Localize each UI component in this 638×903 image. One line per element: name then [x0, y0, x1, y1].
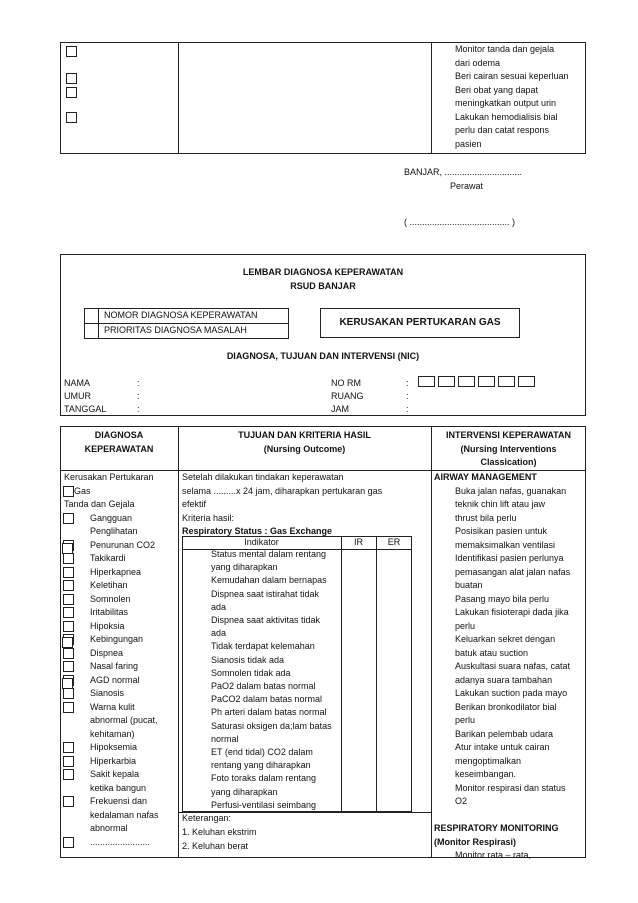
indicator-divider-ir	[341, 536, 342, 812]
checkbox[interactable]	[63, 796, 74, 807]
checkbox[interactable]	[66, 73, 77, 84]
no-rm-label: NO RM	[331, 378, 361, 388]
umur-colon: :	[137, 391, 140, 401]
intervention-item: Identifikasi pasien perlunya	[455, 553, 564, 563]
diagnosis-line: kedalaman nafas	[90, 809, 159, 820]
indicator-item: Kemudahan dalam bernapas	[211, 575, 327, 586]
intervention-item: perlu	[455, 620, 476, 631]
diagnosis-line: Tanda dan Gejala	[64, 499, 135, 509]
outcome-intro-line: efektif	[182, 499, 207, 509]
indicator-item: Dispnea saat istirahat tidak	[211, 588, 320, 599]
diagnosis-line: Hiperkapnea	[90, 566, 142, 577]
intervention-item: Beri obat yang dapat	[455, 84, 539, 95]
intervention-item: adanya suara tambahan	[455, 674, 553, 685]
intervention-item: batuk atau suction	[455, 647, 529, 658]
diagnosis-line: Penglihatan	[90, 526, 138, 536]
signature-role: Perawat	[450, 181, 484, 191]
indicator-item: Sianosis tidak ada	[211, 654, 285, 665]
indicator-header-divider	[182, 549, 412, 550]
diagnosis-line: Sianosis	[90, 688, 125, 698]
outcome-intro-line: selama .........x 24 jam, diharapkan pertukaran gas	[182, 485, 383, 496]
diagnosis-line: Penurunan CO2	[90, 539, 156, 550]
indicator-item: PaCO2 dalam batas normal	[211, 694, 323, 705]
indicator-item: Foto toraks dalam rentang	[211, 773, 317, 784]
diagnosis-name: KERUSAKAN PERTUKARAN GAS	[339, 317, 501, 328]
intervention-item: Monitor rata – rata,	[455, 850, 532, 860]
intervention-item: Berikan bronkodilator bial	[455, 701, 557, 712]
col2-header-line: (Nursing Outcome)	[263, 443, 346, 454]
indicator-item: Ph arteri dalam batas normal	[211, 707, 327, 718]
keterangan-item: 1. Keluhan ekstrim	[182, 827, 257, 837]
jam-label: JAM	[331, 404, 349, 414]
intervention-item: pemasangan alat jalan nafas	[455, 566, 571, 577]
checkbox[interactable]	[63, 769, 74, 780]
checkbox[interactable]	[66, 46, 77, 57]
jam-colon: :	[406, 404, 409, 414]
outcome-intro-line: Kriteria hasil:	[182, 512, 235, 523]
indicator-item: yang diharapkan	[211, 786, 278, 797]
diagnosis-line: Gangguan	[90, 512, 133, 523]
no-rm-digit-box	[458, 376, 475, 387]
checkbox[interactable]	[62, 678, 73, 689]
checkbox[interactable]	[63, 486, 74, 497]
diagnosis-line: Somnolen	[90, 593, 131, 604]
col3-header-line: INTERVENSI KEPERAWATAN	[445, 430, 571, 440]
diagnosis-line: Hipoksia	[90, 620, 125, 631]
tanggal-colon: :	[137, 404, 140, 414]
checkbox[interactable]	[63, 756, 74, 767]
checkbox[interactable]	[63, 702, 74, 713]
checkbox[interactable]	[63, 567, 74, 578]
checkbox[interactable]	[63, 837, 74, 848]
main-table-col-divider-2	[431, 426, 432, 858]
no-rm-colon: :	[406, 378, 409, 388]
intervention-item: O2	[455, 796, 468, 806]
indicator-item: Somnolen tidak ada	[211, 667, 291, 678]
intervention-item: mengoptimalkan	[455, 755, 522, 766]
diagnosis-line: ketika bangun	[90, 782, 147, 793]
form-title: LEMBAR DIAGNOSA KEPERAWATAN	[242, 267, 404, 277]
checkbox[interactable]	[66, 87, 77, 98]
ruang-label: RUANG	[331, 391, 364, 401]
intervention-item: memaksimalkan ventilasi	[455, 539, 556, 550]
keterangan-label: Keterangan:	[182, 813, 232, 823]
intervention-item: Monitor respirasi dan status	[455, 782, 566, 793]
diagnosis-line: Gas	[74, 485, 91, 496]
intervention-item: Buka jalan nafas, guanakan	[455, 485, 567, 496]
checkbox[interactable]	[63, 513, 74, 524]
main-table-col-divider-1	[178, 426, 179, 858]
indicator-item: ada	[211, 601, 227, 612]
intervention-item: Lakukan fisioterapi dada jika	[455, 607, 569, 617]
intervention-item: Atur intake untuk cairan	[455, 742, 550, 752]
keterangan-item: 2. Keluhan berat	[182, 841, 249, 851]
checkbox[interactable]	[62, 637, 73, 648]
checkbox[interactable]	[62, 543, 73, 554]
intervention-item: keseimbangan.	[455, 769, 517, 779]
keterangan-divider	[178, 812, 431, 813]
col1-header-line: DIAGNOSA	[94, 430, 144, 440]
intervention-item: Lakukan hemodialisis bial	[455, 111, 558, 122]
intervention-item: Posisikan pasien untuk	[455, 526, 548, 536]
ruang-colon: :	[406, 391, 409, 401]
indicator-item: Perfusi-ventilasi seimbang	[211, 799, 317, 810]
checkbox[interactable]	[63, 648, 74, 659]
airway-management-title: AIRWAY MANAGEMENT	[434, 472, 537, 482]
indicator-item: Dispnea saat aktivitas tidak	[211, 615, 321, 625]
diagnosis-line: Kebingungan	[90, 634, 144, 644]
intervention-item: meningkatkan output urin	[455, 98, 557, 108]
no-rm-digit-box	[518, 376, 535, 387]
checkbox[interactable]	[63, 607, 74, 618]
indicator-item: Saturasi oksigen da;lam batas	[211, 720, 332, 731]
umur-label: UMUR	[64, 391, 91, 401]
no-rm-digit-box	[478, 376, 495, 387]
intervention-item: thrust bila perlu	[455, 512, 517, 523]
diagnosis-line: Kerusakan Pertukaran	[64, 472, 154, 482]
nama-colon: :	[137, 378, 140, 388]
intervention-item: dari odema	[455, 57, 501, 68]
checkbox[interactable]	[63, 688, 74, 699]
intervention-item: Keluarkan sekret dengan	[455, 634, 556, 644]
respiratory-monitoring-title: RESPIRATORY MONITORING	[434, 823, 559, 833]
intervention-item: Monitor tanda dan gejala	[455, 44, 555, 54]
diagnosis-line: kehitaman)	[90, 728, 135, 739]
indicator-item: ada	[211, 628, 227, 639]
intervention-item: Auskultasi suara nafas, catat	[455, 661, 571, 671]
diagnosis-line: abnormal	[90, 823, 128, 833]
respiratory-monitoring-subtitle: (Monitor Respirasi)	[434, 836, 517, 847]
top-table-divider-2	[431, 42, 432, 154]
intervention-item: Lakukan suction pada mayo	[455, 688, 568, 698]
checkbox[interactable]	[63, 594, 74, 605]
diagnosis-line: AGD normal	[90, 674, 140, 685]
top-table-divider-1	[178, 42, 179, 154]
respiratory-status-title: Respiratory Status : Gas Exchange	[182, 526, 333, 536]
intervention-item: perlu dan catat respons	[455, 125, 550, 135]
col3-header-line: (Nursing Interventions	[460, 443, 557, 454]
no-rm-digit-box	[438, 376, 455, 387]
indicator-item: normal	[211, 733, 239, 744]
indicator-header: Indikator	[244, 537, 279, 547]
ir-header: IR	[354, 537, 363, 547]
intervention-item: perlu	[455, 715, 476, 725]
indicator-divider-er	[376, 536, 377, 812]
indicator-item: Status mental dalam rentang	[211, 549, 327, 559]
diagnosis-line: Keletihan	[90, 580, 128, 590]
diagnosis-line: Takikardi	[90, 553, 126, 563]
indicator-item: rentang yang diharapkan	[211, 760, 311, 771]
checkbox[interactable]	[63, 661, 74, 672]
tanggal-label: TANGGAL	[64, 404, 107, 414]
diagnosis-line: ........................	[90, 836, 151, 847]
diagnosis-line: abnormal (pucat,	[90, 715, 158, 725]
diagnosis-line: Iritabilitas	[90, 607, 129, 617]
col2-header-line: TUJUAN DAN KRITERIA HASIL	[238, 430, 371, 440]
intervention-item: teknik chin lift atau jaw	[455, 499, 546, 509]
intervention-item: buatan	[455, 580, 483, 590]
indicator-item: yang diharapkan	[211, 562, 278, 573]
no-rm-digit-box	[498, 376, 515, 387]
prioritas-diagnosa-label: PRIORITAS DIAGNOSA MASALAH	[104, 325, 247, 335]
nomor-box-divider	[98, 308, 99, 339]
checkbox[interactable]	[63, 742, 74, 753]
indicator-item: Tidak terdapat kelemahan	[211, 641, 315, 652]
indicator-item: ET (end tidal) CO2 dalam	[211, 747, 313, 757]
checkbox[interactable]	[63, 580, 74, 591]
diagnosis-line: Nasal faring	[90, 661, 139, 671]
outcome-intro-line: Setelah dilakukan tindakan keperawatan	[182, 472, 344, 482]
checkbox[interactable]	[63, 621, 74, 632]
checkbox[interactable]	[63, 553, 74, 564]
diagnosis-line: Hipoksemia	[90, 742, 138, 752]
nomor-diagnosa-label: NOMOR DIAGNOSA KEPERAWATAN	[104, 310, 258, 320]
diagnosis-line: Sakit kepala	[90, 769, 140, 779]
indicator-item: PaO2 dalam batas normal	[211, 681, 316, 691]
col3-header-line: Classication)	[480, 457, 537, 467]
form-subtitle: RSUD BANJAR	[290, 281, 356, 291]
signature-name-blank: ( ........................................ )	[404, 217, 516, 227]
section-title: DIAGNOSA, TUJUAN DAN INTERVENSI (NIC)	[226, 351, 420, 361]
diagnosis-line: Warna kulit	[90, 701, 135, 712]
checkbox[interactable]	[66, 112, 77, 123]
intervention-item: pasien	[455, 138, 482, 149]
diagnosis-line: Dispnea	[90, 647, 124, 658]
signature-place-date: BANJAR, ...............................	[404, 167, 523, 177]
col1-header-line: KEPERAWATAN	[84, 443, 154, 454]
nama-label: NAMA	[64, 378, 91, 388]
diagnosis-line: Hiperkarbia	[90, 755, 137, 766]
intervention-item: Barikan pelembab udara	[455, 728, 554, 739]
indicator-table	[182, 536, 412, 812]
intervention-item: Pasang mayo bila perlu	[455, 593, 550, 604]
intervention-item: Beri cairan sesuai keperluan	[455, 71, 569, 81]
er-header: ER	[387, 537, 401, 547]
diagnosis-line: Frekuensi dan	[90, 796, 148, 806]
no-rm-digit-box	[418, 376, 435, 387]
